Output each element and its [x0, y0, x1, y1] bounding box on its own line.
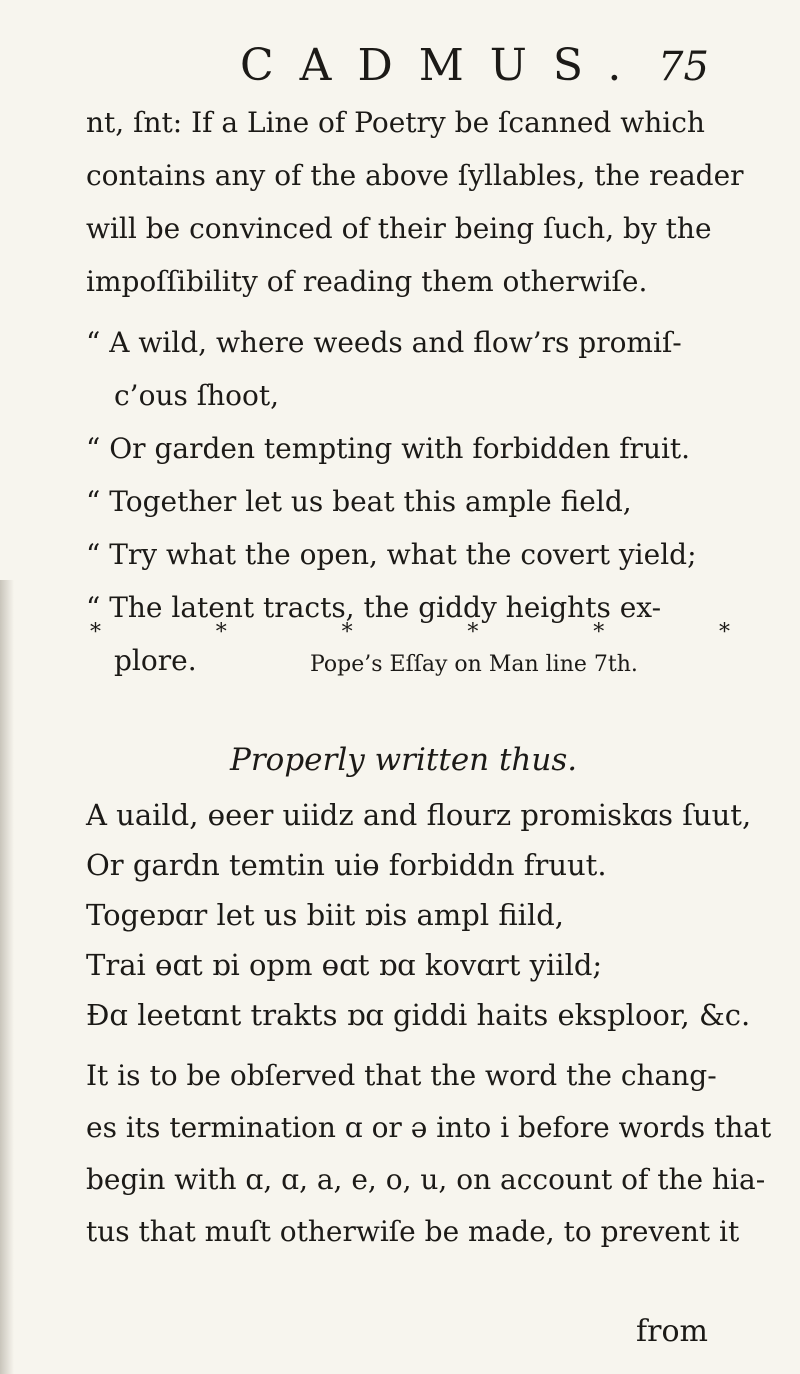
phonetic-transcription [86, 790, 752, 1040]
page-number: 75 [658, 44, 709, 90]
intro-paragraph [86, 96, 744, 308]
note-paragraph [86, 1050, 772, 1258]
phonetic-line: Ðɑ leetɑnt trakts ɒɑ giddi haits eksploor, &c. [86, 998, 751, 1032]
poem-line: “ Try what the open, what the covert yield; [86, 538, 697, 571]
note-line: es its termination ɑ or ə into i before words that [86, 1111, 772, 1144]
asterisk: * [593, 620, 605, 645]
poem-line: “ A wild, where weeds and flow’rs promiſ- [86, 326, 682, 359]
poem-line: “ The latent tracts, the giddy heights ex- [86, 591, 662, 624]
asterisk: * [718, 620, 730, 645]
asterisk: * [467, 620, 479, 645]
phonetic-line: Or gardn temtin uiɵ forbiddn fruut. [86, 848, 607, 882]
section-subheading: Properly written thus. [230, 742, 578, 778]
note-line: begin with ɑ, ɑ, a, e, o, u, on account of the hia- [86, 1163, 766, 1196]
phonetic-line: Trai ɵɑt ɒi opm ɵɑt ɒɑ kovɑrt yiild; [86, 948, 603, 982]
intro-line: contains any of the above ſyllables, the reader [86, 159, 744, 192]
binding-shadow [0, 580, 14, 1374]
catchword: from [636, 1314, 708, 1349]
intro-line: will be convinced of their being ſuch, by the [86, 212, 712, 245]
asterisk: * [341, 620, 353, 645]
intro-line: impoſſibility of reading them otherwiſe. [86, 265, 648, 298]
phonetic-line: A uaild, ɵeer uiidz and flourz promiskɑs ſuut, [86, 798, 752, 832]
asterisk-row [90, 620, 730, 645]
poem-line: c’ous ſhoot, [114, 379, 280, 412]
asterisk: * [90, 620, 101, 645]
intro-line: nt, ſnt: If a Line of Poetry be ſcanned which [86, 106, 705, 139]
running-head: CADMUS. [240, 40, 648, 91]
citation: Pope’s Eſſay on Man line 7th. [310, 652, 638, 677]
poem-line: “ Together let us beat this ample field, [86, 485, 632, 518]
note-line: It is to be obſerved that the word the chang- [86, 1059, 717, 1092]
phonetic-line: Togeɒɑr let us biit ɒis ampl fiild, [86, 898, 565, 932]
asterisk: * [215, 620, 227, 645]
poem-line: “ Or garden tempting with forbidden fruit. [86, 432, 691, 465]
note-line: tus that muſt otherwiſe be made, to prevent it [86, 1215, 740, 1248]
poem-line: plore. [114, 644, 197, 677]
